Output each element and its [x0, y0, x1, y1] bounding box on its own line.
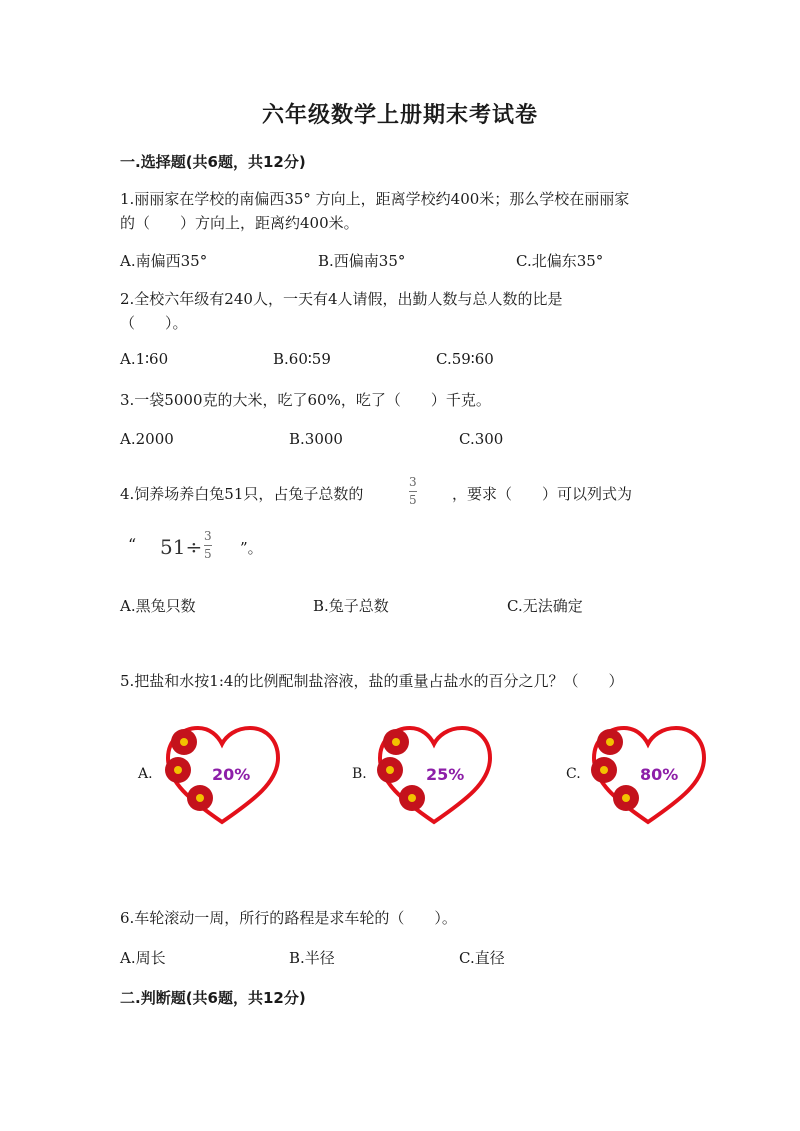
q4-option-b: B.兔子总数 [313, 597, 389, 615]
q5-option-a-value: 20% [212, 765, 251, 784]
formula-fraction-bar [204, 545, 212, 546]
question-3: 3.一袋5000克的大米，吃了60%，吃了（ ）千克。 [120, 391, 491, 409]
page-title: 六年级数学上册期末考试卷 [261, 103, 538, 128]
q6-option-a: A.周长 [120, 949, 166, 967]
q1-option-c: C.北偏东35° [516, 252, 604, 270]
quote-close: ”。 [240, 539, 263, 557]
question-5: 5.把盐和水按1:4的比例配制盐溶液，盐的重量占盐水的百分之几？（ ） [120, 672, 624, 690]
q1-option-b: B.西偏南35° [318, 252, 406, 270]
q3-option-b: B.3000 [289, 430, 343, 448]
flower-cluster-icon [165, 729, 213, 811]
question-2-line-2: （ ）。 [120, 314, 188, 332]
q2-option-c: C.59∶60 [436, 350, 494, 368]
q6-option-b: B.半径 [289, 949, 335, 967]
fraction-three-fifths [409, 476, 417, 507]
fraction-bar [409, 491, 417, 492]
fraction-numerator: 3 [409, 475, 417, 489]
question-1-line-2: 的（ ）方向上，距离约400米。 [120, 214, 359, 232]
question-1 [120, 187, 629, 235]
q6-option-c: C.直径 [459, 949, 505, 967]
fraction-denominator: 5 [409, 493, 417, 507]
question-2 [120, 287, 563, 335]
heart-image-c [586, 722, 710, 828]
q1-option-a: A.南偏西35° [120, 252, 208, 270]
formula-fraction-denominator: 5 [204, 547, 212, 561]
heart-image-a [160, 722, 284, 828]
q4-option-c: C.无法确定 [507, 597, 583, 615]
section-heading-judgement: 二.判断题(共6题，共12分) [120, 989, 306, 1007]
q5-option-a-label: A. [138, 766, 153, 782]
q5-option-b-label: B. [352, 766, 367, 782]
question-4-suffix: ，要求（ ）可以列式为 [452, 485, 633, 503]
formula-divide: 51÷ [160, 535, 203, 559]
section-heading-choice: 一.选择题(共6题，共12分) [120, 153, 306, 171]
q3-option-a: A.2000 [120, 430, 174, 448]
flower-cluster-icon [377, 729, 425, 811]
heart-image-b [372, 722, 496, 828]
question-6: 6.车轮滚动一周，所行的路程是求车轮的（ ）。 [120, 909, 457, 927]
q4-option-a: A.黑兔只数 [120, 597, 196, 615]
q3-option-c: C.300 [459, 430, 504, 448]
question-4-prefix: 4.饲养场养白兔51只，占兔子总数的 [120, 485, 364, 503]
q5-option-c-value: 80% [640, 765, 679, 784]
formula-fraction-numerator: 3 [204, 529, 212, 543]
q2-option-b: B.60∶59 [273, 350, 331, 368]
flower-cluster-icon [591, 729, 639, 811]
formula-fraction [204, 530, 212, 561]
quote-open: “ [128, 535, 137, 554]
q5-option-c-label: C. [566, 766, 581, 782]
question-1-line-1: 1.丽丽家在学校的南偏西35° 方向上，距离学校约400米；那么学校在丽丽家 [120, 190, 630, 208]
question-2-line-1: 2.全校六年级有240人，一天有4人请假，出勤人数与总人数的比是 [120, 290, 563, 308]
q5-option-b-value: 25% [426, 765, 465, 784]
q2-option-a: A.1∶60 [120, 350, 169, 368]
